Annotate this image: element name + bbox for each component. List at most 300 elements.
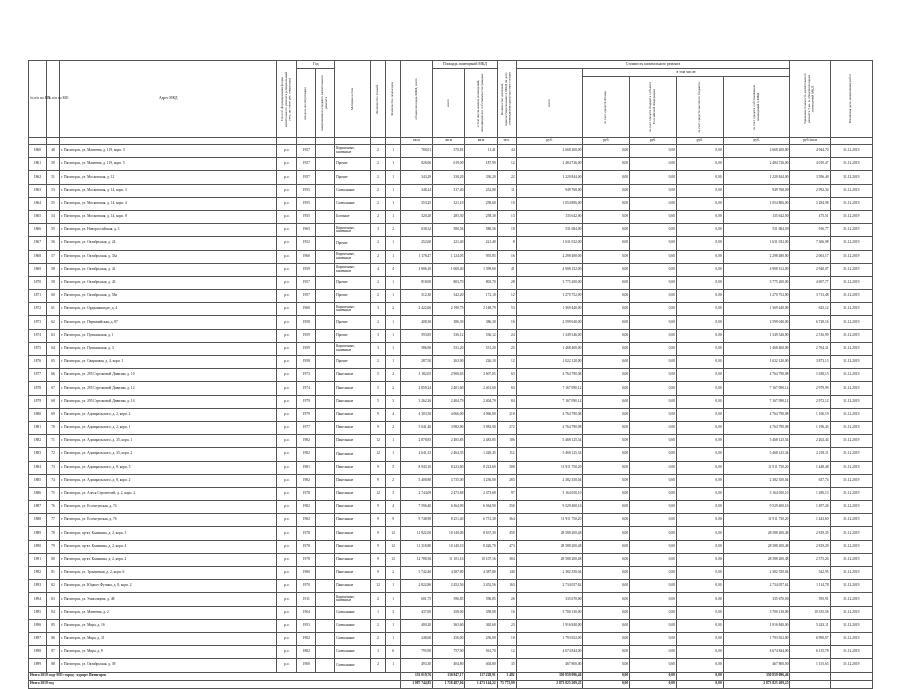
cell-area-all: 2 473,68 <box>433 487 465 500</box>
cell-fund-method: р.о. <box>277 158 297 171</box>
cell-floors: 2 <box>370 171 386 184</box>
cell-cost-all: 135 642,00 <box>516 210 583 223</box>
cell-floors: 12 <box>370 487 386 500</box>
unit-cell: руб. <box>583 138 630 145</box>
cell-fund-fszkh: 0,00 <box>583 487 630 500</box>
cell-walls: Смешанные <box>335 619 371 632</box>
cell-address: г. Пятигорск, ул. Адмиральского, д. 2, корп. 2 <box>60 408 277 421</box>
cell-fund-owners: 4 764 790,08 <box>723 408 790 421</box>
cell-row-no: 1897 <box>29 632 47 645</box>
col-row-no-mo: № п/п по МО <box>46 61 59 138</box>
cell-fund-fszkh: 0,00 <box>583 553 630 566</box>
unit-cell: руб. <box>516 138 583 145</box>
cell-total-area: 795,90 <box>400 646 432 659</box>
cell-entrances: 2 <box>386 369 400 382</box>
cell-year-built: 1957 <box>297 276 316 289</box>
cell-row-no: 1892 <box>29 567 47 580</box>
cell-fund-owners: 2 298 480,00 <box>723 250 790 263</box>
cell-cost-all: 1 916 840,00 <box>516 619 583 632</box>
cell-unit-cost: 3 873,13 <box>790 356 830 369</box>
cell-year-built: 1974 <box>297 382 316 395</box>
cell-unit-cost: 7 366,98 <box>790 237 830 250</box>
cell-total-area: 348,24 <box>400 184 432 197</box>
cell-row-no-mo: 54 <box>46 210 59 223</box>
cell-area-all: 1 669,40 <box>433 263 465 276</box>
cell-unit-cost: 2 979,99 <box>790 382 830 395</box>
cell-row-no: 1875 <box>29 342 47 355</box>
col-fund-region: за счет средств бюджета субъекта Российской Федерации <box>630 77 677 138</box>
cell-address: г. Пятигорск, ул. Мира, д. 16 <box>60 619 277 632</box>
col-area-all: всего <box>433 69 465 138</box>
cell-unit-cost: 542,95 <box>790 567 830 580</box>
cell-floors: 9 <box>370 527 386 540</box>
cell-walls: Панельные <box>335 553 371 566</box>
cell-fund-method: р.о. <box>277 659 297 672</box>
cell-fund-region: 0,00 <box>630 369 677 382</box>
cell-address: г. Пятигорск, ул. 295 Стрелковой Дивизии, д. 10 <box>60 369 277 382</box>
cell-entrances: 1 <box>386 448 400 461</box>
cell-floors: 9 <box>370 567 386 580</box>
cell-entrances: 1 <box>386 290 400 303</box>
cell-unit-cost: 595,91 <box>790 593 830 606</box>
cell-fund-owners: 4 674 844,00 <box>723 646 790 659</box>
cell-unit-cost: 5 243,11 <box>790 619 830 632</box>
cell-year-built: 1978 <box>297 540 316 553</box>
cell-fund-local: 0,00 <box>676 342 723 355</box>
cell-year-built: 1959 <box>297 342 316 355</box>
table-row <box>29 540 873 553</box>
cell-address: г. Пятигорск, ул. Транзитная, д. 2, корп. 6 <box>60 567 277 580</box>
cell-fund-fszkh: 0,00 <box>583 316 630 329</box>
table-row <box>29 606 873 619</box>
cell-fund-region: 0,00 <box>630 382 677 395</box>
cell-cost-all: 1 793 652,00 <box>516 632 583 645</box>
cell-fund-region: 0,00 <box>630 461 677 474</box>
total-year-cost: 2 873 825 209,25 <box>516 680 583 688</box>
cell-row-no-mo: 76 <box>46 501 59 514</box>
cell-floors: 9 <box>370 408 386 421</box>
cell-cost-all: 7 167 090,12 <box>516 395 583 408</box>
cell-fund-region: 0,00 <box>630 237 677 250</box>
cell-entrances: 4 <box>386 263 400 276</box>
col-year-last: завершения последнего капитального ремонта <box>316 69 335 138</box>
cell-deadline: 31.12.2019 <box>830 250 872 263</box>
cell-area-all: 2 464,35 <box>433 448 465 461</box>
cell-year-last <box>316 461 335 474</box>
cell-fund-method: р.о. <box>277 369 297 382</box>
cell-cost-all: 5 468 125,34 <box>516 448 583 461</box>
total-year-residents: 75 775,00 <box>497 680 516 688</box>
cell-deadline: 31.12.2019 <box>830 659 872 672</box>
cell-fund-local: 0,00 <box>676 527 723 540</box>
cell-area-all: 4 387,80 <box>433 567 465 580</box>
cell-entrances: 1 <box>386 619 400 632</box>
cell-row-no-mo: 58 <box>46 263 59 276</box>
cell-fund-method: р.о. <box>277 514 297 527</box>
cell-total-area: 818,00 <box>400 276 432 289</box>
cell-year-built: 1959 <box>297 329 316 342</box>
cell-year-built: 1980 <box>297 567 316 580</box>
cell-year-last <box>316 659 335 672</box>
cell-entrances: 9 <box>386 514 400 527</box>
cell-area-residents: 2 404,79 <box>465 395 497 408</box>
cell-area-all: 358,00 <box>433 606 465 619</box>
cell-unit-cost: 1 443,60 <box>790 514 830 527</box>
cell-deadline: 31.12.2019 <box>830 461 872 474</box>
col-fund-method: Способ формирования фонда капитального ремонта (специальный счет, на счете рег. оператора) <box>277 61 297 138</box>
cell-fund-method: р.о. <box>277 580 297 593</box>
cell-fund-fszkh: 0,00 <box>583 619 630 632</box>
cell-walls: Панельные <box>335 461 371 474</box>
cell-unit-cost: 637,74 <box>790 474 830 487</box>
cell-floors: 9 <box>370 421 386 434</box>
cell-fund-fszkh: 0,00 <box>583 567 630 580</box>
cell-total-area: 586,90 <box>400 342 432 355</box>
cell-walls: Панельные <box>335 408 371 421</box>
cell-area-all: 2 190,79 <box>433 303 465 316</box>
cell-walls: Кирпичные, каменные <box>335 263 371 276</box>
cell-year-last <box>316 263 335 276</box>
col-deadline: Плановая дата завершения работ <box>830 61 872 138</box>
cell-walls: Панельные <box>335 540 371 553</box>
cell-fund-fszkh: 0,00 <box>583 303 630 316</box>
cell-fund-method: р.о. <box>277 408 297 421</box>
cell-walls: Прочие <box>335 290 371 303</box>
cell-floors: 12 <box>370 435 386 448</box>
cell-fund-owners: 11 911 750,20 <box>723 514 790 527</box>
cell-year-built: 1982 <box>297 474 316 487</box>
cell-year-last <box>316 527 335 540</box>
cell-year-last <box>316 540 335 553</box>
cell-address: г. Пятигорск, ул. Московская, д. 14, корп. 3 <box>60 184 277 197</box>
cell-cost-all: 4 908 152,00 <box>516 263 583 276</box>
cell-year-built: 1900 <box>297 659 316 672</box>
cell-entrances: 1 <box>386 632 400 645</box>
col-entrances: Количество подъездов <box>386 61 400 138</box>
cell-fund-region: 0,00 <box>630 224 677 237</box>
cell-fund-owners: 11 911 750,20 <box>723 461 790 474</box>
cell-floors: 4 <box>370 263 386 276</box>
cell-walls: Смешанные <box>335 197 371 210</box>
cell-deadline: 31.12.2019 <box>830 593 872 606</box>
cell-area-residents: 580,56 <box>465 224 497 237</box>
cell-fund-local: 0,00 <box>676 421 723 434</box>
table-row <box>29 210 873 223</box>
cell-area-all: 531,20 <box>433 342 465 355</box>
col-address: Адрес МКД <box>60 61 277 138</box>
cell-residents: 10 <box>497 197 516 210</box>
unit-cell: чел. <box>497 138 516 145</box>
cell-area-all: 386,30 <box>433 316 465 329</box>
cell-cost-all: 2 382 350,04 <box>516 567 583 580</box>
cell-floors: 3 <box>370 342 386 355</box>
cell-entrances: 1 <box>386 145 400 158</box>
cell-total-area: 2 878,85 <box>400 435 432 448</box>
table-row <box>29 514 873 527</box>
cell-unit-cost: 1 166,19 <box>790 408 830 421</box>
cell-walls: Прочие <box>335 171 371 184</box>
cell-address: г. Пятигорск, ул. Юцкого Фучика, д. 8, корп. 2 <box>60 580 277 593</box>
cell-walls: Кирпичные, каменные <box>335 145 371 158</box>
total-city-fund-region: 0,00 <box>630 672 677 680</box>
cell-row-no-mo: 84 <box>46 606 59 619</box>
cell-entrances: 12 <box>386 540 400 553</box>
cell-year-last <box>316 356 335 369</box>
cell-fund-region: 0,00 <box>630 158 677 171</box>
cell-floors: 3 <box>370 329 386 342</box>
cell-area-all: 1 124,05 <box>433 250 465 263</box>
cell-area-residents: 8 637,30 <box>465 527 497 540</box>
cell-fund-method: р.о. <box>277 540 297 553</box>
cell-unit-cost: 2 202,44 <box>790 435 830 448</box>
cell-area-all: 285,30 <box>433 210 465 223</box>
cell-total-area: 437,00 <box>400 606 432 619</box>
cell-total-area: 408,30 <box>400 316 432 329</box>
col-residents: Количество жителей, зарегистрированных в МКД на дату утверждения краткосрочного плана <box>497 61 516 138</box>
cell-fund-fszkh: 0,00 <box>583 395 630 408</box>
cell-fund-local: 0,00 <box>676 316 723 329</box>
cell-total-area: 11 318,80 <box>400 540 432 553</box>
cell-floors: 2 <box>370 316 386 329</box>
cell-area-all: 2 906,65 <box>433 369 465 382</box>
cell-fund-region: 0,00 <box>630 593 677 606</box>
cell-deadline: 31.12.2019 <box>830 210 872 223</box>
cell-fund-local: 0,00 <box>676 553 723 566</box>
cell-fund-owners: 2 599 040,00 <box>723 316 790 329</box>
cell-fund-fszkh: 0,00 <box>583 474 630 487</box>
table-row <box>29 250 873 263</box>
cell-area-all: 404,80 <box>433 659 465 672</box>
cell-area-all: 6 364,90 <box>433 501 465 514</box>
cell-fund-method: р.о. <box>277 210 297 223</box>
cell-fund-local: 0,00 <box>676 461 723 474</box>
table-row <box>29 580 873 593</box>
cell-address: г. Пятигорск, ул. Октябрьская, д. 43 <box>60 276 277 289</box>
cell-row-no: 1890 <box>29 540 47 553</box>
cell-fund-region: 0,00 <box>630 659 677 672</box>
cell-area-residents: 6 751,30 <box>465 514 497 527</box>
total-year-fund-region: 0,00 <box>630 680 677 688</box>
cell-floors: 12 <box>370 580 386 593</box>
cell-walls: Кирпичные, каменные <box>335 342 371 355</box>
table-row <box>29 408 873 421</box>
cell-fund-method: р.о. <box>277 303 297 316</box>
cell-floors: 2 <box>370 197 386 210</box>
cell-year-last <box>316 184 335 197</box>
cell-fund-owners: 2 734 057,62 <box>723 580 790 593</box>
cell-area-residents: 4 387,80 <box>465 567 497 580</box>
cell-row-no: 1895 <box>29 606 47 619</box>
cell-row-no: 1899 <box>29 659 47 672</box>
cell-cost-all: 1 220 844,00 <box>516 171 583 184</box>
cell-fund-method: р.о. <box>277 461 297 474</box>
cell-area-all: 365,60 <box>433 619 465 632</box>
capital-repair-table <box>28 60 873 689</box>
cell-deadline: 31.12.2019 <box>830 527 872 540</box>
cell-fund-local: 0,00 <box>676 224 723 237</box>
cell-deadline: 31.12.2019 <box>830 382 872 395</box>
cell-unit-cost: 3 284,98 <box>790 197 830 210</box>
cell-row-no: 1881 <box>29 421 47 434</box>
cell-address: г. Пятигорск, ул. Мира, д. 31 <box>60 632 277 645</box>
cell-total-area: 4 303,50 <box>400 408 432 421</box>
cell-total-area: 400,20 <box>400 619 432 632</box>
cell-area-residents: 172,10 <box>465 290 497 303</box>
cell-fund-region: 0,00 <box>630 408 677 421</box>
cell-year-last <box>316 580 335 593</box>
cell-address: г. Пятигорск, ул. Умисовцева, д. 48 <box>60 593 277 606</box>
cell-deadline: 31.12.2019 <box>830 487 872 500</box>
cell-fund-local: 0,00 <box>676 250 723 263</box>
cell-fund-local: 0,00 <box>676 567 723 580</box>
cell-fund-local: 0,00 <box>676 210 723 223</box>
cell-area-all: 803,70 <box>433 276 465 289</box>
cell-fund-fszkh: 0,00 <box>583 501 630 514</box>
cell-area-residents: 258,30 <box>465 210 497 223</box>
cell-area-all: 2 452,56 <box>433 580 465 593</box>
unit-cell: руб. <box>630 138 677 145</box>
cell-unit-cost: 475,51 <box>790 210 830 223</box>
cell-row-no: 1866 <box>29 224 47 237</box>
table-row <box>29 158 873 171</box>
cell-floors: 2 <box>370 290 386 303</box>
cell-fund-method: р.о. <box>277 276 297 289</box>
cell-walls: Панельные <box>335 501 371 514</box>
cell-fund-local: 0,00 <box>676 382 723 395</box>
cell-floors: 9 <box>370 501 386 514</box>
total-year-area-res: 1 473 144,22 <box>465 680 497 688</box>
cell-fund-local: 0,00 <box>676 501 723 514</box>
cell-fund-region: 0,00 <box>630 276 677 289</box>
cell-fund-method: р.о. <box>277 606 297 619</box>
cell-address: г. Пятигорск, ул. Пушкинская, д. 3 <box>60 342 277 355</box>
cell-unit-cost: 1 448,48 <box>790 461 830 474</box>
cell-entrances: 1 <box>386 593 400 606</box>
cell-row-no: 1883 <box>29 448 47 461</box>
total-city-residents: 3 482 <box>497 672 516 680</box>
cell-fund-local: 0,00 <box>676 237 723 250</box>
cell-fund-fszkh: 0,00 <box>583 145 630 158</box>
cell-total-area: 2 744,09 <box>400 487 432 500</box>
cell-fund-local: 0,00 <box>676 356 723 369</box>
cell-fund-region: 0,00 <box>630 487 677 500</box>
col-fund-fszkh: за счет средств Фонда <box>583 77 630 138</box>
cell-row-no-mo: 51 <box>46 171 59 184</box>
cell-total-area: 2 641,35 <box>400 448 432 461</box>
cell-entrances: 2 <box>386 303 400 316</box>
cell-fund-method: р.о. <box>277 646 297 659</box>
cell-area-all: 10 140,00 <box>433 527 465 540</box>
table-row <box>29 329 873 342</box>
cell-residents: 106 <box>497 435 516 448</box>
cell-year-last <box>316 514 335 527</box>
cell-cost-all: 2 668 200,00 <box>516 145 583 158</box>
cell-fund-region: 0,00 <box>630 435 677 448</box>
cell-deadline: 31.12.2019 <box>830 619 872 632</box>
unit-cell: кв.м <box>465 138 497 145</box>
cell-fund-method: р.о. <box>277 501 297 514</box>
table-row <box>29 435 873 448</box>
cell-walls: Прочие <box>335 316 371 329</box>
cell-total-area: 287,50 <box>400 356 432 369</box>
cell-walls: Кирпичные, каменные <box>335 250 371 263</box>
unit-cell: кв.м <box>400 138 432 145</box>
cell-fund-fszkh: 0,00 <box>583 632 630 645</box>
cell-walls: Панельные <box>335 580 371 593</box>
cell-cost-all: 1 468 400,00 <box>516 342 583 355</box>
cell-cost-all: 7 167 090,12 <box>516 382 583 395</box>
cell-row-no: 1860 <box>29 145 47 158</box>
cell-year-last <box>316 435 335 448</box>
cell-total-area: 3 262,26 <box>400 395 432 408</box>
cell-year-built: 1978 <box>297 487 316 500</box>
cell-entrances: 3 <box>386 487 400 500</box>
cell-unit-cost: 1 497,26 <box>790 501 830 514</box>
cell-residents: 16 <box>497 606 516 619</box>
cell-row-no-mo: 70 <box>46 421 59 434</box>
cell-row-no-mo: 85 <box>46 619 59 632</box>
cell-total-area: 493,30 <box>400 659 432 672</box>
cell-area-all: 619,00 <box>433 158 465 171</box>
cell-fund-local: 0,00 <box>676 158 723 171</box>
cell-fund-fszkh: 0,00 <box>583 329 630 342</box>
cell-fund-owners: 2 668 200,00 <box>723 145 790 158</box>
cell-walls: Смешанные <box>335 646 371 659</box>
cell-area-residents: 2 607,05 <box>465 369 497 382</box>
cell-fund-region: 0,00 <box>630 290 677 303</box>
cell-fund-owners: 2 382 350,04 <box>723 474 790 487</box>
cell-area-all: 536,12 <box>433 329 465 342</box>
table-row <box>29 487 873 500</box>
cell-total-area: 7 596,40 <box>400 501 432 514</box>
total-year-label: Итого 2019 год <box>29 680 401 688</box>
cell-cost-all: 2 734 057,62 <box>516 580 583 593</box>
cell-unit-cost: 10 335,56 <box>790 606 830 619</box>
cell-residents: 12 <box>497 158 516 171</box>
cell-address: г. Пятигорск, пр-кт. Калинина, д. 2, корп. 4 <box>60 540 277 553</box>
cell-total-area: 5 742,40 <box>400 567 432 580</box>
cell-year-last <box>316 632 335 645</box>
cell-total-area: 248,60 <box>400 632 432 645</box>
cell-fund-method: р.о. <box>277 619 297 632</box>
cell-year-built: 1978 <box>297 527 316 540</box>
cell-floors: 5 <box>370 395 386 408</box>
cell-total-area: 252,60 <box>400 237 432 250</box>
cell-area-residents: 256,00 <box>465 632 497 645</box>
cell-fund-fszkh: 0,00 <box>583 540 630 553</box>
cell-year-last <box>316 224 335 237</box>
cell-fund-method: р.о. <box>277 316 297 329</box>
cell-floors: 2 <box>370 356 386 369</box>
cell-fund-owners: 7 167 090,12 <box>723 382 790 395</box>
cell-entrances: 3 <box>386 395 400 408</box>
cell-walls: Прочие <box>335 237 371 250</box>
cell-area-residents: 11,41 <box>465 145 497 158</box>
col-area-residents: в том числе жилых помещений, находящихся в собственности граждан <box>465 69 497 138</box>
total-city-area: 153 019,76 <box>400 672 432 680</box>
cell-entrances: 1 <box>386 659 400 672</box>
cell-entrances: 1 <box>386 250 400 263</box>
cell-entrances: 2 <box>386 567 400 580</box>
cell-floors: 2 <box>370 210 386 223</box>
cell-unit-cost: 2 063,17 <box>790 250 830 263</box>
cell-row-no-mo: 55 <box>46 197 59 210</box>
total-city-owners: 350 859 096,46 <box>723 672 790 680</box>
cell-cost-all: 28 588 200,48 <box>516 553 583 566</box>
total-city-fund-local: 0,00 <box>676 672 723 680</box>
cell-deadline: 31.12.2019 <box>830 553 872 566</box>
cell-fund-method: р.о. <box>277 421 297 434</box>
